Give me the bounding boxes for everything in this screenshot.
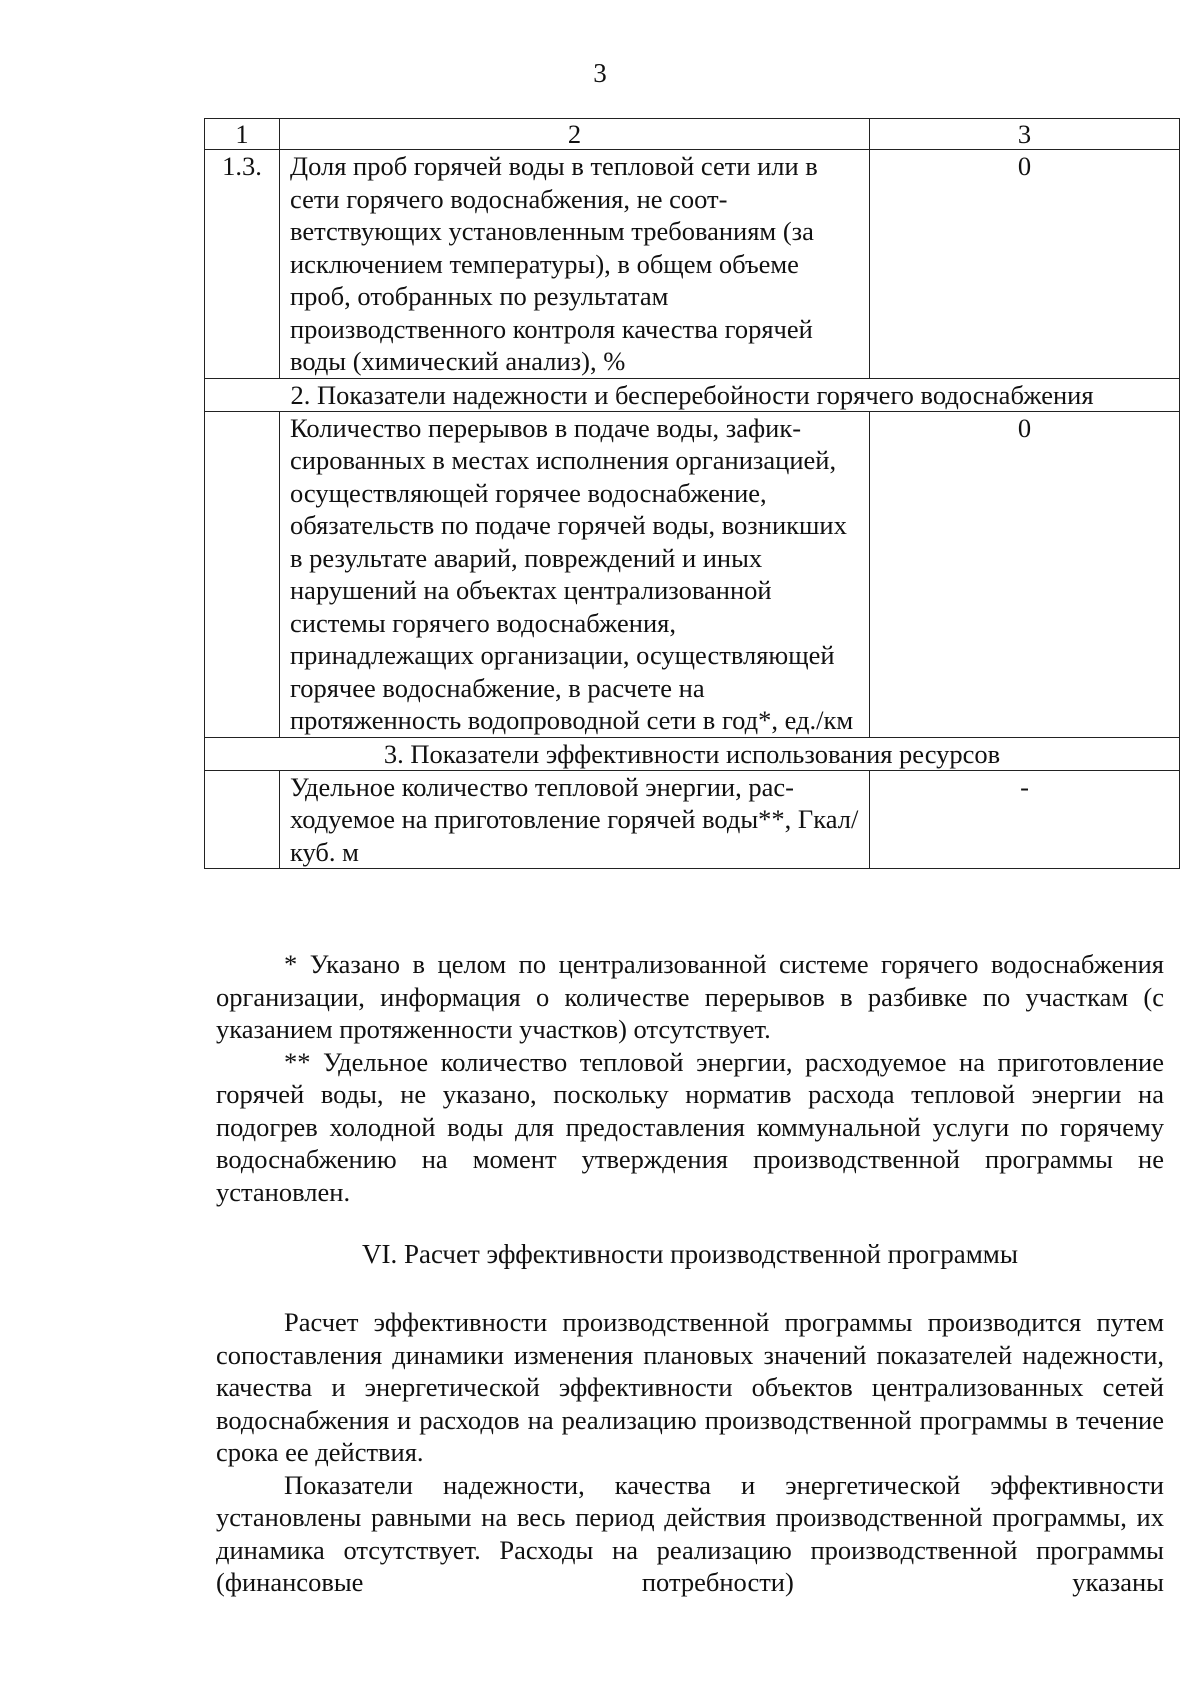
indicator-text: Количество перерывов в подаче воды, зафик-сированных в местах исполнения организацией, осуществляющей горячее водоснабжение, обязательств по подаче горячей воды, возникших в результате аварий, повреждений и иных нарушений на объектах централизованной системы горячего водоснабжения, принадлежащих организации, осуществляющей горячее водоснабжение, в расчете на протяженность водопроводной сети в год*, ед./км: [280, 411, 870, 737]
paragraph-1: Расчет эффективности производственной программы производится путем сопоставления динамики изменения плановых значений показателей надежности, качества и энергетической эффективности объектов централизованных сетей водоснабжения и расходов на реализацию производственной программы в течение срока ее действия.: [216, 1307, 1164, 1467]
table-row: [205, 770, 1180, 869]
indicator-value: 0: [870, 411, 1180, 737]
row-number: 1.3.: [205, 150, 280, 379]
section-heading-reliability: 2. Показатели надежности и бесперебойности горячего водоснабжения: [205, 378, 1180, 411]
footnote-2: ** Удельное количество тепловой энергии, расходуемое на приготовление горячей воды, не указано, поскольку норматив расхода тепловой энергии на подогрев холодной воды для предоставления коммунальной услуги по горячему водоснабжению на момент утверждения производственной программы не установлен.: [216, 1046, 1164, 1207]
row-number: [205, 411, 280, 737]
page-number: 3: [593, 58, 607, 88]
table-row: [205, 411, 1180, 737]
header-col-1: 1: [205, 119, 280, 150]
header-col-3: 3: [870, 119, 1180, 150]
section-heading-efficiency: 3. Показатели эффективности использования ресурсов: [205, 737, 1180, 770]
indicators-table: [204, 118, 1180, 869]
paragraph-2: Показатели надежности, качества и энергетической эффективности установлены равными на весь период действия производственной программы, их динамика отсутствует. Расходы на реализацию производственной программы (финансовые потребности) указаны: [216, 1469, 1164, 1597]
footnote-1: * Указано в целом по централизованной системе горячего водоснабжения организации, информация о количестве перерывов в разбивке по участкам (с указанием протяженности участков) отсутствует.: [216, 949, 1164, 1044]
table-header-row: [205, 119, 1180, 150]
section-row: [205, 378, 1180, 411]
body-text: [216, 1306, 1164, 1599]
indicator-text: Удельное количество тепловой энергии, рас-ходуемое на приготовление горячей воды**, Гкал/ куб. м: [280, 770, 870, 869]
footnotes: [216, 948, 1164, 1208]
indicator-value: 0: [870, 150, 1180, 379]
indicator-value: -: [870, 770, 1180, 869]
section-title: VI. Расчет эффективности производственной программы: [361, 1239, 1018, 1269]
row-number: [205, 770, 280, 869]
header-col-2: 2: [280, 119, 870, 150]
indicator-text: Доля проб горячей воды в тепловой сети или в сети горячего водоснабжения, не соот-ветствующих установленным требованиям (за исключением температуры), в общем объеме проб, отобранных по результатам производственного контроля качества горячей воды (химический анализ), %: [280, 150, 870, 379]
section-row: [205, 737, 1180, 770]
table-row: [205, 150, 1180, 379]
